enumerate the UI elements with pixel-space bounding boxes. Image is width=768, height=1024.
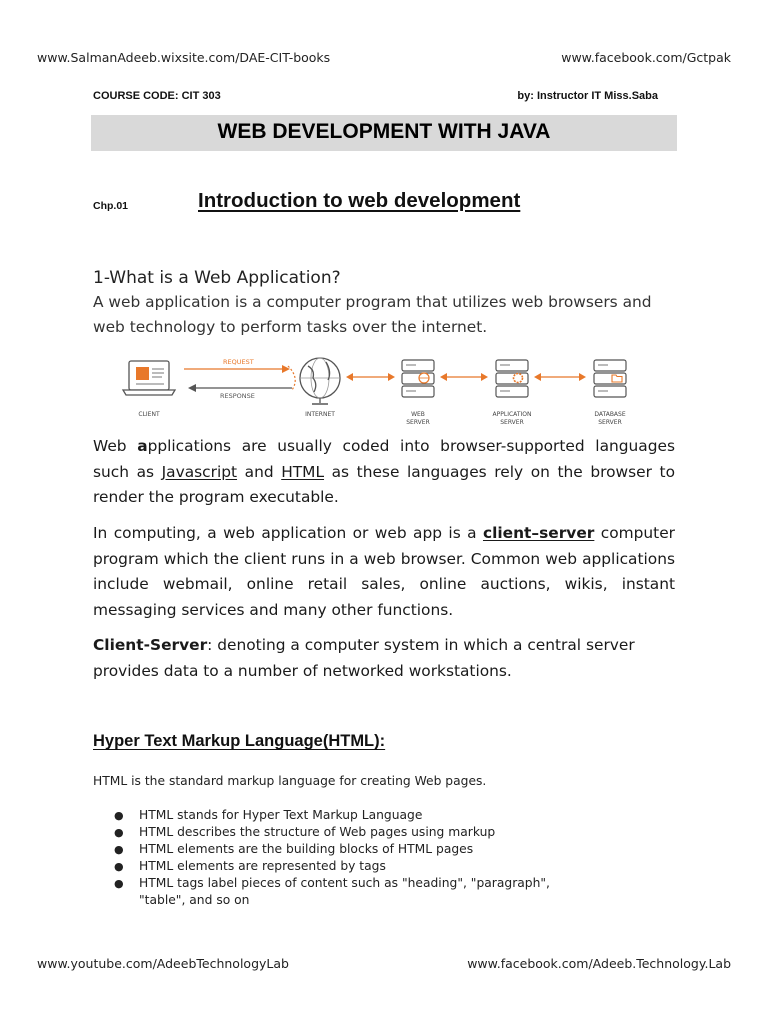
header-right-url[interactable]: www.facebook.com/Gctpak: [561, 50, 731, 65]
node-label-database: DATABASE: [594, 411, 626, 418]
client-server-term: Client-Server: [93, 636, 208, 654]
list-item-text: HTML elements are the building blocks of HTML pages: [139, 842, 474, 856]
banner-title: WEB DEVELOPMENT WITH JAVA: [217, 120, 551, 143]
list-item: [112, 824, 659, 841]
javascript-link[interactable]: Javascript: [161, 462, 238, 481]
list-item: [112, 858, 659, 875]
node-label-database-server: SERVER: [598, 419, 622, 426]
html-link[interactable]: HTML: [281, 462, 325, 481]
web-app-definition: A web application is a computer program that utilizes web browsers and web technology to perform tasks over the internet.: [93, 293, 652, 336]
para2-text-2: computer program which the client runs in a web browser. Common web applications include webmail, online retail sales, online auctions, wikis, instant messaging services and many other functions.: [93, 524, 675, 619]
header-left-url[interactable]: www.SalmanAdeeb.wixsite.com/DAE-CIT-books: [37, 50, 331, 65]
para1-bold-a: a: [137, 437, 148, 455]
response-label: RESPONSE: [220, 392, 255, 400]
list-item: [112, 875, 659, 909]
html-bullet-list: [112, 807, 659, 909]
database-server-icon: [594, 360, 626, 397]
application-server-icon: [496, 360, 528, 397]
para1-text-4: as these languages rely on the browser to render the program executable.: [93, 462, 675, 506]
bullet-icon: ●: [114, 877, 124, 890]
globe-icon: [300, 358, 340, 404]
bullet-icon: ●: [114, 843, 124, 856]
list-item: [112, 807, 659, 824]
bullet-icon: ●: [114, 826, 124, 839]
para2-text-1: In computing, a web application or web app is a: [93, 524, 483, 542]
paragraph-client-server: [93, 521, 675, 623]
laptop-icon: [123, 361, 175, 395]
list-item-text: HTML elements are represented by tags: [139, 859, 386, 873]
html-intro: HTML is the standard markup language for creating Web pages.: [93, 774, 487, 788]
web-architecture-diagram: [120, 350, 650, 432]
list-item: [112, 841, 659, 858]
paragraph-client-server-definition: [93, 633, 675, 684]
course-code: COURSE CODE: CIT 303: [93, 90, 221, 102]
chapter-number: Chp.01: [93, 200, 129, 212]
node-label-application: APPLICATION: [492, 411, 532, 418]
html-section-heading: Hyper Text Markup Language(HTML):: [93, 732, 386, 750]
bullet-icon: ●: [114, 860, 124, 873]
title-banner: [91, 115, 677, 151]
node-label-internet: INTERNET: [305, 411, 335, 418]
para1-text-3: and: [237, 462, 282, 481]
list-item-text: HTML stands for Hyper Text Markup Language: [139, 808, 423, 822]
bullet-icon: ●: [114, 809, 124, 822]
client-server-link[interactable]: client–server: [482, 524, 595, 542]
paragraph-web-apps: [93, 434, 675, 511]
instructor: by: Instructor IT Miss.Saba: [517, 90, 658, 102]
para1-text-1: Web: [93, 437, 138, 455]
node-label-web-server: SERVER: [406, 419, 430, 426]
web-server-icon: [402, 360, 434, 397]
footer-right-url[interactable]: www.facebook.com/Adeeb.Technology.Lab: [467, 956, 731, 971]
para3-text: : denoting a computer system in which a central server provides data to a number of networked workstations.: [93, 636, 635, 680]
node-label-application-server: SERVER: [500, 419, 524, 426]
list-item-text: HTML describes the structure of Web pages using markup: [139, 825, 496, 839]
section-heading: 1-What is a Web Application?: [93, 268, 341, 288]
para1-text-2: pplications are usually coded into browser-supported languages such as: [93, 437, 675, 481]
chapter-title: Introduction to web development: [198, 189, 521, 212]
footer-left-url[interactable]: www.youtube.com/AdeebTechnologyLab: [37, 956, 289, 971]
list-item-text-continued: "table", and so on: [139, 893, 250, 907]
list-item-text: HTML tags label pieces of content such as "heading", "paragraph",: [139, 876, 550, 890]
node-label-client: CLIENT: [138, 411, 160, 418]
node-label-web: WEB: [411, 411, 425, 418]
request-label: REQUEST: [223, 358, 254, 366]
